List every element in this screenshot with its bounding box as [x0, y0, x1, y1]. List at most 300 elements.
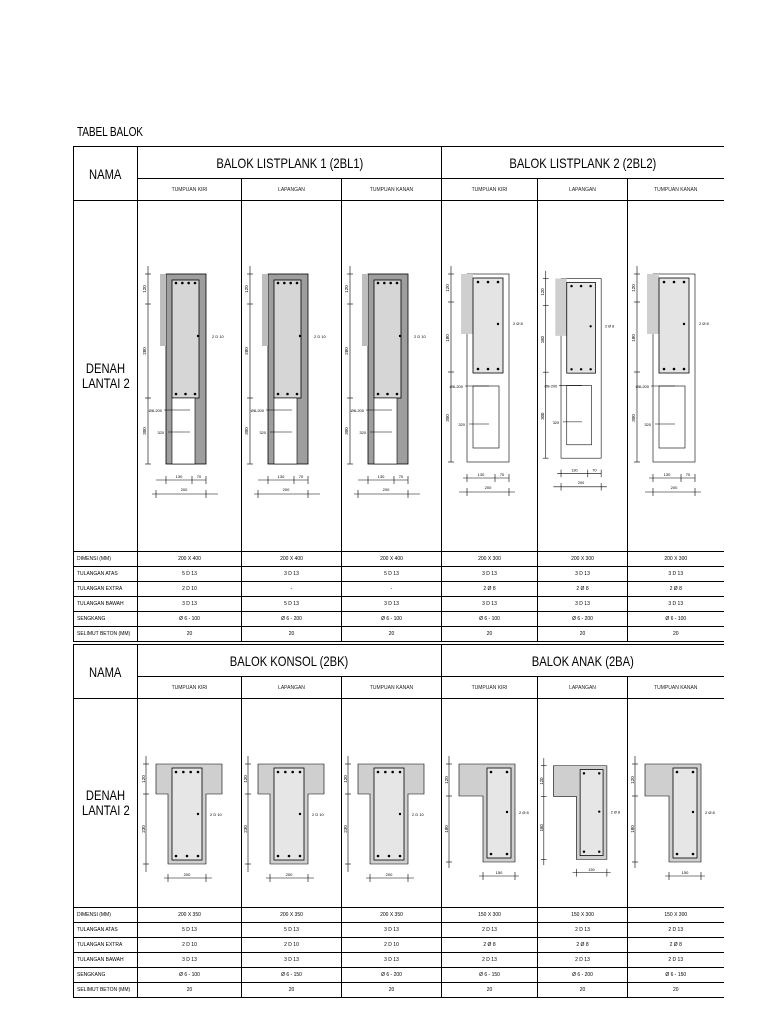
beam-section-drawing: [344, 728, 440, 878]
property-value: 3 D 13: [538, 597, 628, 612]
dimension-label: 2 D 10: [413, 334, 426, 339]
property-value: 20: [442, 627, 538, 642]
top-rebar: [196, 771, 199, 774]
dimension-label: 120: [242, 775, 248, 783]
bottom-rebar: [505, 853, 508, 856]
dimension-label: 320: [552, 420, 559, 425]
bottom-rebar: [598, 850, 600, 852]
property-row: [74, 582, 724, 597]
dimension-label: 300: [444, 414, 450, 422]
property-label: TULANGAN BAWAH: [74, 953, 138, 968]
top-rebar: [193, 282, 196, 285]
dimension-label: 180: [443, 825, 449, 833]
page-title: TABEL BALOK: [77, 124, 143, 139]
group-title-2bl1: BALOK LISTPLANK 1 (2BL1): [138, 147, 442, 179]
dimension-label: 120: [629, 776, 635, 784]
bottom-rebar: [174, 855, 177, 858]
nama-header: NAMA: [74, 147, 138, 201]
dimension-label: 300: [343, 427, 349, 435]
property-value: 150 X 300: [442, 908, 538, 923]
dimension-label: 300: [539, 412, 545, 420]
bottom-rebar: [589, 368, 591, 370]
nama-header: NAMA: [74, 645, 138, 699]
property-value: 2 Ø 8: [628, 938, 724, 953]
top-rebar: [486, 281, 489, 284]
property-value: 20: [342, 627, 442, 642]
bottom-rebar: [174, 393, 177, 396]
bottom-rebar: [386, 393, 389, 396]
dimension-label: Ø8-200: [250, 408, 264, 413]
property-value: 3 D 13: [138, 597, 242, 612]
slab-hatch: [461, 274, 473, 334]
top-rebar: [675, 771, 678, 774]
top-rebar: [395, 282, 398, 285]
section-label-tumpuan-kanan: TUMPUAN KANAN: [628, 179, 724, 201]
dimension-label: 320: [457, 422, 465, 427]
property-value: 5 D 13: [242, 923, 342, 938]
dimension-label: 300: [141, 427, 147, 435]
top-rebar: [376, 282, 379, 285]
property-value: -: [342, 582, 442, 597]
dimension-label: 120: [443, 776, 449, 784]
property-value: Ø 6 - 200: [538, 612, 628, 627]
dimension-label: 130: [175, 474, 182, 479]
group-title-2bk: BALOK KONSOL (2BK): [138, 645, 442, 677]
top-rebar: [582, 772, 584, 774]
dimension-label: 120: [444, 284, 450, 292]
dimension-label: 130: [277, 474, 284, 479]
beam-section-figure: [342, 201, 442, 552]
property-value: 200 X 300: [538, 552, 628, 567]
property-value: 20: [442, 983, 538, 998]
slab-hatch: [160, 274, 166, 346]
beam-section-drawing: [142, 728, 238, 878]
dimension-label: 320: [156, 430, 164, 435]
top-rebar: [295, 282, 298, 285]
stirrup: [274, 280, 301, 398]
bottom-rebar: [486, 368, 489, 371]
property-value: 3 D 13: [342, 953, 442, 968]
dimension-label: 120: [140, 775, 146, 783]
property-value: 3 D 13: [342, 597, 442, 612]
property-value: 150 X 300: [538, 908, 628, 923]
dimension-label: 200: [670, 485, 678, 490]
beam-section-drawing: [344, 226, 440, 526]
property-row: [74, 968, 724, 983]
beam-section-figure: [628, 201, 724, 552]
property-value: 2 Ø 8: [442, 938, 538, 953]
bottom-rebar: [196, 855, 199, 858]
dimension-label: 180: [444, 334, 450, 342]
property-value: 3 D 13: [242, 567, 342, 582]
bottom-rebar: [185, 855, 188, 858]
top-rebar: [682, 281, 685, 284]
side-rebar: [496, 323, 498, 325]
top-rebar: [384, 771, 387, 774]
dimension-label: 120: [243, 285, 249, 293]
dimension-label: 150: [681, 870, 689, 875]
dimension-label: 130: [570, 468, 578, 473]
property-row: [74, 552, 724, 567]
beam-section-drawing: [445, 728, 535, 878]
property-label: DIMENSI (MM): [74, 552, 138, 567]
bottom-rebar: [376, 393, 379, 396]
beam-section-figure: [538, 699, 628, 908]
side-rebar: [598, 810, 600, 812]
property-value: 150 X 300: [628, 908, 724, 923]
dimension-label: 200: [183, 872, 190, 877]
dimension-label: Ø8-200: [635, 384, 649, 389]
top-rebar: [579, 285, 581, 287]
top-rebar: [662, 281, 665, 284]
dimension-label: Ø8-200: [543, 384, 557, 389]
beam-section-figure: [442, 201, 538, 552]
dimension-label: 300: [243, 427, 249, 435]
dimension-label: 2 Ø 8: [698, 321, 709, 326]
top-rebar: [174, 282, 177, 285]
slab-hatch: [647, 274, 659, 334]
property-row: [74, 983, 724, 998]
top-rebar: [187, 282, 190, 285]
property-value: 20: [628, 983, 724, 998]
dimension-label: 70: [499, 472, 504, 477]
property-row: [74, 923, 724, 938]
property-label: TULANGAN BAWAH: [74, 597, 138, 612]
beam-section-figure: [138, 201, 242, 552]
property-value: 5 D 13: [342, 567, 442, 582]
property-value: Ø 6 - 100: [442, 612, 538, 627]
section-label-lapangan: LAPANGAN: [538, 677, 628, 699]
property-value: 20: [242, 627, 342, 642]
dimension-label: 70: [685, 472, 690, 477]
property-value: Ø 6 - 100: [628, 612, 724, 627]
property-row: [74, 597, 724, 612]
top-rebar: [672, 281, 675, 284]
side-rebar: [589, 325, 591, 327]
property-value: 20: [628, 627, 724, 642]
property-value: 200 X 300: [442, 552, 538, 567]
property-row: [74, 908, 724, 923]
slab-hatch: [262, 274, 268, 346]
beam-section-drawing: [631, 728, 721, 878]
side-rebar: [683, 323, 685, 325]
top-rebar: [283, 282, 286, 285]
top-rebar: [276, 771, 279, 774]
side-rebar: [398, 335, 400, 337]
section-label-lapangan: LAPANGAN: [242, 677, 342, 699]
dimension-label: 200: [382, 487, 389, 492]
top-rebar: [476, 281, 479, 284]
property-value: 2 Ø 8: [442, 582, 538, 597]
beam-section-drawing: [540, 728, 626, 878]
group-title-2bl2: BALOK LISTPLANK 2 (2BL2): [442, 147, 724, 179]
property-value: Ø 6 - 200: [538, 968, 628, 983]
dimension-label: 200: [577, 480, 584, 485]
top-rebar: [289, 282, 292, 285]
top-rebar: [276, 282, 279, 285]
top-rebar: [398, 771, 401, 774]
property-label: TULANGAN ATAS: [74, 567, 138, 582]
slab-opening: [473, 386, 499, 448]
section-label-tumpuan-kanan: TUMPUAN KANAN: [628, 677, 724, 699]
dimension-label: 280: [141, 347, 147, 355]
section-label-lapangan: LAPANGAN: [242, 179, 342, 201]
dimension-label: 200: [385, 872, 392, 877]
top-rebar: [376, 771, 379, 774]
dimension-label: 150: [495, 870, 502, 875]
property-value: 2 D 10: [138, 938, 242, 953]
dimension-label: Ø8-200: [350, 408, 364, 413]
property-value: 3 D 13: [342, 923, 442, 938]
dimension-label: 180: [539, 336, 545, 344]
property-value: 3 D 13: [538, 567, 628, 582]
bottom-rebar: [570, 368, 572, 370]
property-row: [74, 627, 724, 642]
dimension-label: 120: [538, 777, 544, 785]
dimension-label: 230: [140, 825, 146, 833]
bottom-rebar: [476, 368, 479, 371]
bottom-rebar: [662, 368, 665, 371]
top-rebar: [496, 281, 499, 284]
property-value: Ø 6 - 150: [242, 968, 342, 983]
beam-section-drawing: [244, 226, 340, 526]
property-value: 2 Ø 8: [538, 582, 628, 597]
property-value: 2 D 13: [442, 953, 538, 968]
top-rebar: [181, 282, 184, 285]
property-value: 2 D 10: [242, 938, 342, 953]
side-rebar: [398, 813, 400, 815]
slab-opening: [172, 398, 195, 464]
dimension-label: 120: [539, 288, 545, 296]
dimension-label: 120: [141, 285, 147, 293]
bottom-rebar: [582, 850, 584, 852]
top-rebar: [391, 771, 394, 774]
property-row: [74, 567, 724, 582]
slab-opening: [274, 398, 297, 464]
stirrup: [172, 280, 199, 398]
top-rebar: [298, 771, 301, 774]
property-value: Ø 6 - 200: [342, 968, 442, 983]
property-value: 20: [138, 627, 242, 642]
property-label: TULANGAN ATAS: [74, 923, 138, 938]
bottom-rebar: [395, 393, 398, 396]
dimension-label: 130: [663, 472, 671, 477]
dimension-label: 2 D 10: [311, 812, 324, 817]
bottom-rebar: [489, 853, 492, 856]
dimension-label: 320: [258, 430, 266, 435]
bottom-rebar: [193, 393, 196, 396]
dimension-label: 180: [538, 824, 544, 832]
section-label-tumpuan-kanan: TUMPUAN KANAN: [342, 179, 442, 201]
bottom-rebar: [287, 855, 290, 858]
dimension-label: 2 Ø 8: [518, 810, 529, 815]
property-value: Ø 6 - 100: [342, 612, 442, 627]
property-value: 5 D 13: [242, 597, 342, 612]
property-value: 3 D 13: [138, 953, 242, 968]
top-rebar: [189, 771, 192, 774]
beam-section-drawing: [445, 226, 535, 526]
property-value: Ø 6 - 100: [138, 612, 242, 627]
side-rebar: [505, 811, 507, 813]
top-rebar: [383, 282, 386, 285]
property-value: 3 D 13: [442, 597, 538, 612]
property-value: 2 Ø 8: [628, 582, 724, 597]
property-value: 200 X 400: [138, 552, 242, 567]
beam-section-figure: [442, 699, 538, 908]
bottom-rebar: [387, 855, 390, 858]
dimension-label: 2 D 10: [211, 334, 224, 339]
dimension-label: 120: [630, 284, 636, 292]
property-value: 20: [242, 983, 342, 998]
beam-section-figure: [242, 201, 342, 552]
property-value: 2 D 13: [538, 923, 628, 938]
property-value: 20: [538, 983, 628, 998]
side-rebar: [298, 335, 300, 337]
dimension-label: 120: [342, 775, 348, 783]
dimension-label: 230: [242, 825, 248, 833]
property-value: 200 X 350: [342, 908, 442, 923]
stirrup: [374, 280, 401, 398]
dimension-label: 200: [282, 487, 289, 492]
top-rebar: [489, 771, 492, 774]
denah-label: DENAH LANTAI 2: [74, 699, 138, 908]
bottom-rebar: [691, 853, 694, 856]
dimension-label: Ø8-200: [449, 384, 463, 389]
slab-opening: [374, 398, 397, 464]
dimension-label: 2 Ø 8: [610, 810, 620, 815]
property-value: 200 X 400: [242, 552, 342, 567]
bottom-rebar: [298, 855, 301, 858]
bottom-rebar: [276, 393, 279, 396]
section-label-tumpuan-kanan: TUMPUAN KANAN: [342, 677, 442, 699]
beam-section-figure: [138, 699, 242, 908]
slab-opening: [566, 386, 591, 445]
bottom-rebar: [496, 368, 499, 371]
side-rebar: [196, 813, 198, 815]
bottom-rebar: [276, 855, 279, 858]
property-value: 5 D 13: [138, 567, 242, 582]
beam-table-konsol-anak: [73, 644, 724, 998]
property-value: 2 D 13: [628, 953, 724, 968]
property-value: 2 D 10: [138, 582, 242, 597]
top-rebar: [389, 282, 392, 285]
property-label: SELIMUT BETON (MM): [74, 627, 138, 642]
group-title-2ba: BALOK ANAK (2BA): [442, 645, 724, 677]
beam-section-figure: [342, 699, 442, 908]
dimension-label: 230: [342, 825, 348, 833]
dimension-label: 320: [358, 430, 366, 435]
dimension-label: 70: [298, 474, 303, 479]
slab-hatch: [555, 279, 566, 336]
property-value: 2 D 10: [342, 938, 442, 953]
denah-label: DENAH LANTAI 2: [74, 201, 138, 552]
property-value: 200 X 350: [242, 908, 342, 923]
top-rebar: [598, 772, 600, 774]
beam-section-figure: [628, 699, 724, 908]
property-value: 5 D 13: [138, 923, 242, 938]
property-value: 3 D 13: [628, 597, 724, 612]
property-row: [74, 938, 724, 953]
bottom-rebar: [579, 368, 581, 370]
dimension-label: 2 Ø 8: [704, 810, 715, 815]
property-row: [74, 612, 724, 627]
beam-section-drawing: [244, 728, 340, 878]
dimension-label: 180: [629, 825, 635, 833]
property-value: 200 X 400: [342, 552, 442, 567]
slab-opening: [659, 386, 685, 448]
property-label: DIMENSI (MM): [74, 908, 138, 923]
bottom-rebar: [675, 853, 678, 856]
beam-section-figure: [538, 201, 628, 552]
dimension-label: 200: [285, 872, 292, 877]
dimension-label: 180: [630, 334, 636, 342]
property-value: 3 D 13: [442, 567, 538, 582]
beam-section-drawing: [631, 226, 721, 526]
property-value: -: [242, 582, 342, 597]
dimension-label: Ø8-200: [148, 408, 162, 413]
property-value: 200 X 350: [138, 908, 242, 923]
property-value: 20: [138, 983, 242, 998]
property-label: TULANGAN EXTRA: [74, 582, 138, 597]
dimension-label: 280: [343, 347, 349, 355]
property-label: SENGKANG: [74, 968, 138, 983]
property-value: 20: [342, 983, 442, 998]
dimension-label: 120: [343, 285, 349, 293]
section-label-tumpuan-kiri: TUMPUAN KIRI: [442, 677, 538, 699]
top-rebar: [570, 285, 572, 287]
property-value: Ø 6 - 150: [628, 968, 724, 983]
bottom-rebar: [286, 393, 289, 396]
property-value: 2 D 13: [628, 923, 724, 938]
property-value: Ø 6 - 100: [138, 968, 242, 983]
dimension-label: 300: [630, 414, 636, 422]
bottom-rebar: [398, 855, 401, 858]
property-value: Ø 6 - 150: [442, 968, 538, 983]
top-rebar: [284, 771, 287, 774]
beam-section-figure: [242, 699, 342, 908]
property-value: Ø 6 - 200: [242, 612, 342, 627]
side-rebar: [298, 813, 300, 815]
property-value: 3 D 13: [242, 953, 342, 968]
section-label-tumpuan-kiri: TUMPUAN KIRI: [138, 179, 242, 201]
dimension-label: 2 D 10: [209, 812, 222, 817]
dimension-label: 320: [644, 422, 651, 427]
property-label: TULANGAN EXTRA: [74, 938, 138, 953]
dimension-label: 130: [477, 472, 484, 477]
bottom-rebar: [672, 368, 675, 371]
property-value: 2 Ø 8: [538, 938, 628, 953]
bottom-rebar: [295, 393, 298, 396]
dimension-label: 2 Ø 8: [512, 321, 523, 326]
beam-table-listplank: [73, 146, 724, 642]
dimension-label: 150: [587, 867, 595, 872]
section-label-lapangan: LAPANGAN: [538, 179, 628, 201]
side-rebar: [692, 811, 694, 813]
dimension-label: 70: [196, 474, 201, 479]
dimension-label: 2 D 10: [313, 334, 326, 339]
property-label: SELIMUT BETON (MM): [74, 983, 138, 998]
dimension-label: 2 Ø 8: [604, 324, 614, 329]
slab-hatch: [362, 274, 368, 346]
side-rebar: [196, 335, 198, 337]
property-value: 2 D 13: [538, 953, 628, 968]
bottom-rebar: [376, 855, 379, 858]
section-label-tumpuan-kiri: TUMPUAN KIRI: [442, 179, 538, 201]
dimension-label: 280: [243, 347, 249, 355]
property-row: [74, 953, 724, 968]
dimension-label: 130: [377, 474, 384, 479]
property-value: 200 X 300: [628, 552, 724, 567]
